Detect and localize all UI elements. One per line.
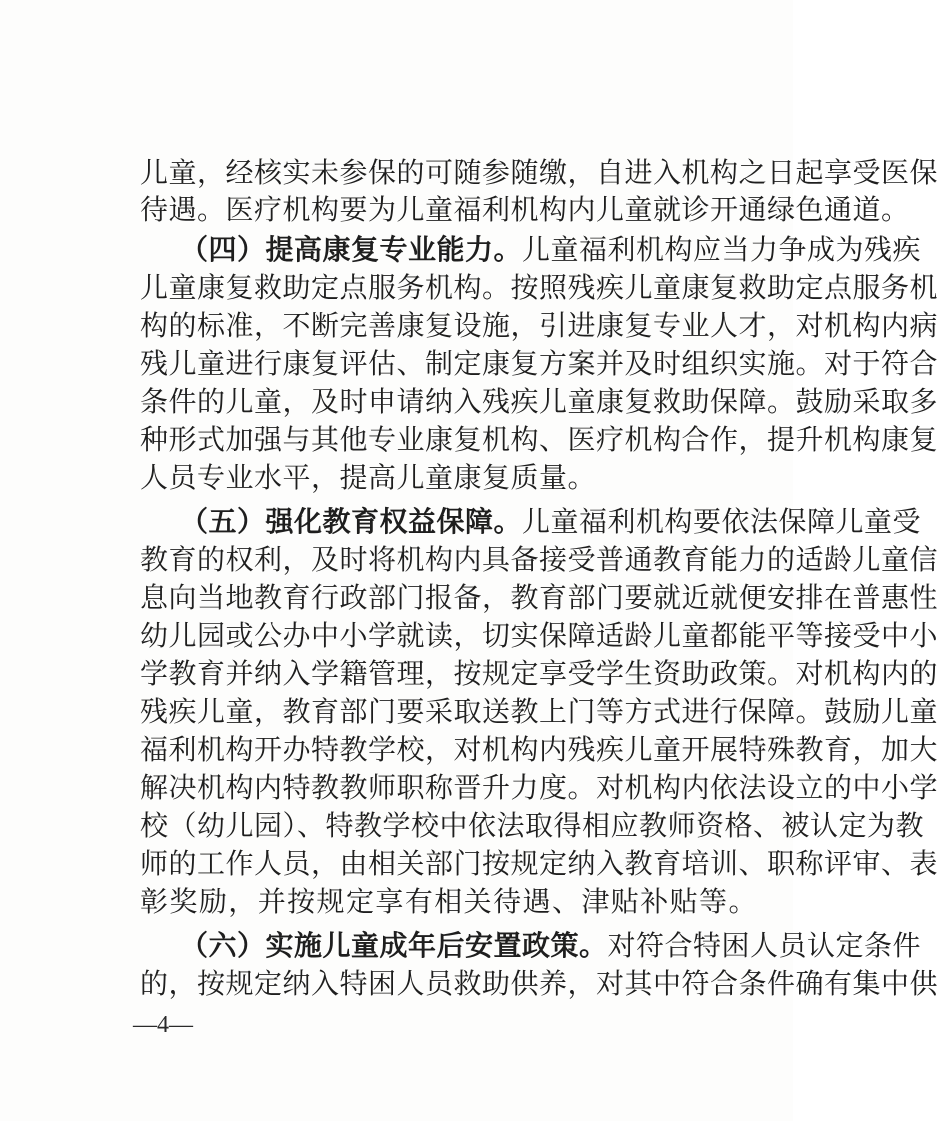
body-line: 待遇。医疗机构要为儿童福利机构内儿童就诊开通绿色通道。 <box>140 193 910 226</box>
section-heading-line: （六）实施儿童成年后安置政策。对符合特困人员认定条件 <box>180 929 922 962</box>
section-heading-line: （五）强化教育权益保障。儿童福利机构要依法保障儿童受 <box>180 505 922 538</box>
body-line: 师的工作人员，由相关部门按规定纳入教育培训、职称评审、表 <box>140 847 938 880</box>
body-line: 校（幼儿园）、特教学校中依法取得相应教师资格、被认定为教 <box>140 809 925 842</box>
body-line: 人员专业水平，提高儿童康复质量。 <box>140 461 597 494</box>
section-heading: （五）强化教育权益保障。 <box>180 505 523 538</box>
body-line: 残儿童进行康复评估、制定康复方案并及时组织实施。对于符合 <box>140 347 938 380</box>
body-line: 彰奖励，并按规定享有相关待遇、津贴补贴等。 <box>140 885 758 918</box>
body-line: 构的标准，不断完善康复设施，引进康复专业人才，对机构内病 <box>140 309 938 342</box>
body-line: 的，按规定纳入特困人员救助供养，对其中符合条件确有集中供 <box>140 967 938 1000</box>
body-line: 种形式加强与其他专业康复机构、医疗机构合作，提升机构康复 <box>140 423 938 456</box>
body-line: 条件的儿童，及时申请纳入残疾儿童康复救助保障。鼓励采取多 <box>140 385 938 418</box>
body-line: 解决机构内特教教师职称晋升力度。对机构内依法设立的中小学 <box>140 771 938 804</box>
body-line: 福利机构开办特教学校，对机构内残疾儿童开展特殊教育，加大 <box>140 733 938 766</box>
section-heading: （四）提高康复专业能力。 <box>180 233 523 266</box>
section-heading-line: （四）提高康复专业能力。儿童福利机构应当力争成为残疾 <box>180 233 922 266</box>
page-number: —4— <box>133 1012 193 1038</box>
body-line: 儿童康复救助定点服务机构。按照残疾儿童康复救助定点服务机 <box>140 271 938 304</box>
body-line: 学教育并纳入学籍管理，按规定享受学生资助政策。对机构内的 <box>140 657 938 690</box>
section-heading: （六）实施儿童成年后安置政策。 <box>180 929 608 962</box>
body-line: 幼儿园或公办中小学就读，切实保障适龄儿童都能平等接受中小 <box>140 619 938 652</box>
body-line: 教育的权利，及时将机构内具备接受普通教育能力的适龄儿童信 <box>140 543 938 576</box>
body-line: 儿童，经核实未参保的可随参随缴，自进入机构之日起享受医保 <box>140 156 938 189</box>
body-line: 残疾儿童，教育部门要采取送教上门等方式进行保障。鼓励儿童 <box>140 695 938 728</box>
body-line: 息向当地教育行政部门报备，教育部门要就近就便安排在普惠性 <box>140 581 938 614</box>
